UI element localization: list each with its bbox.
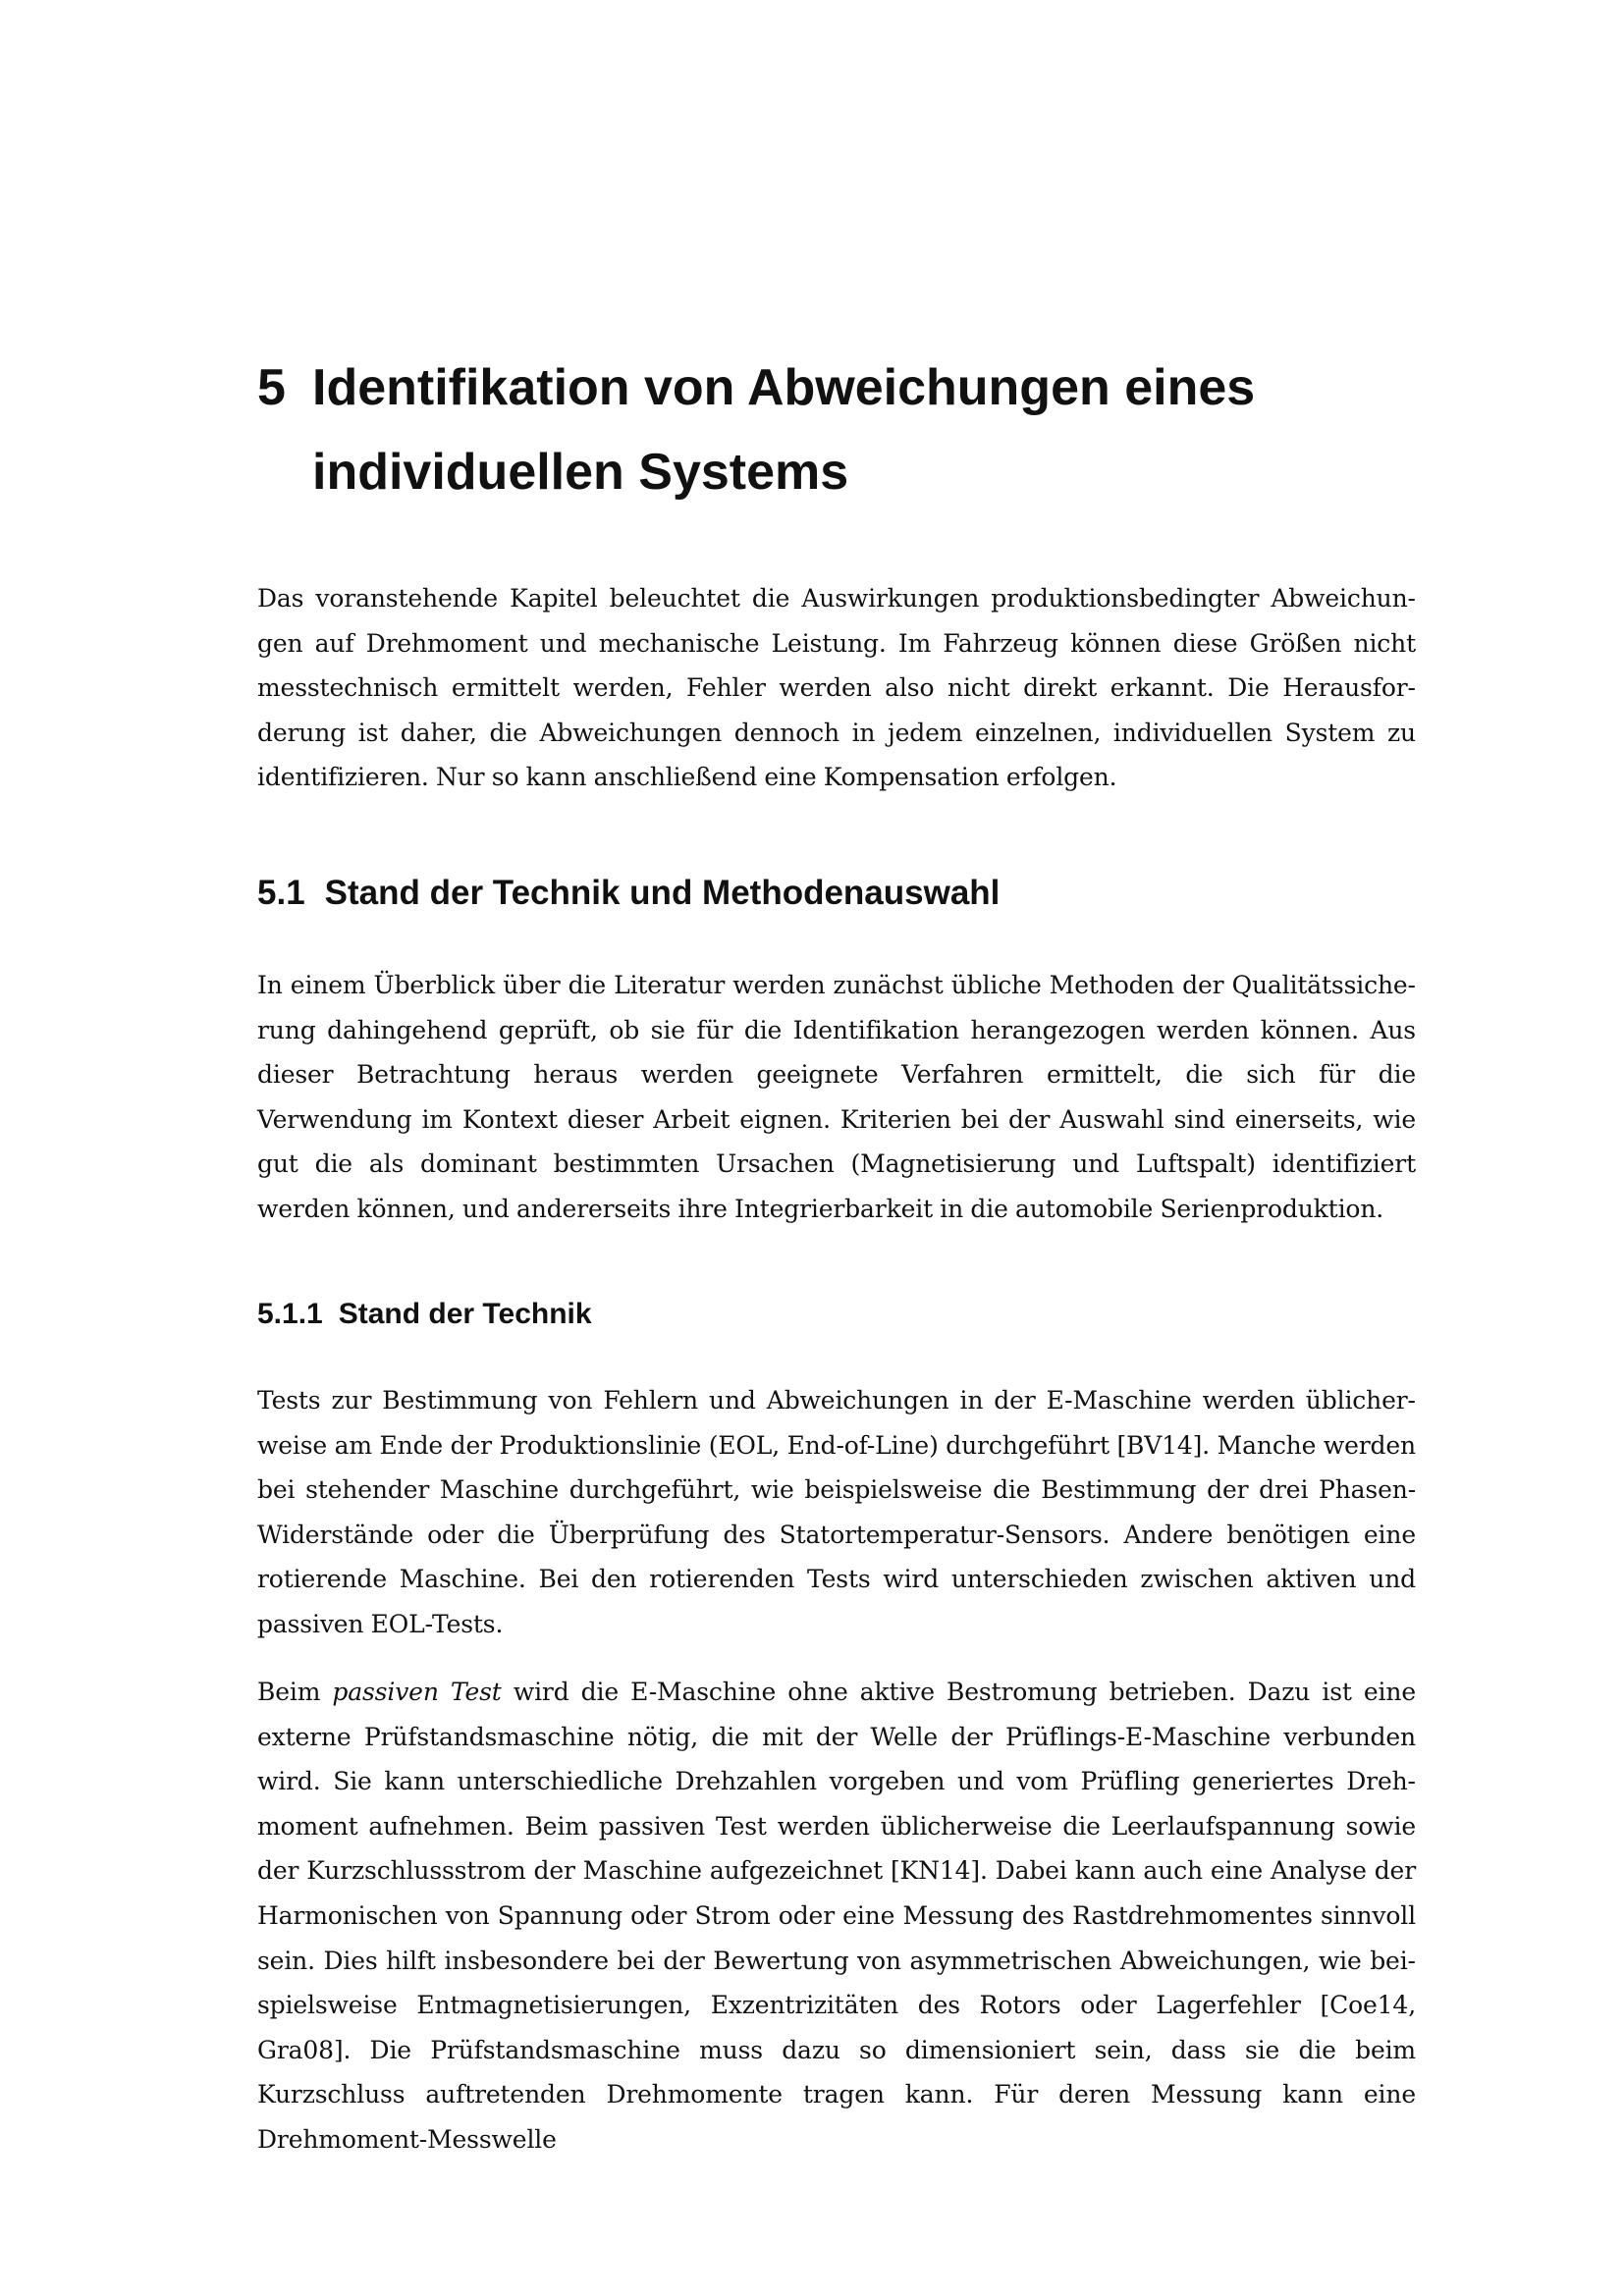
- subsection-title: Stand der Technik: [338, 1298, 592, 1330]
- chapter-number: 5: [257, 359, 286, 416]
- subsection-paragraph-2: [257, 1670, 1416, 2163]
- chapter-title: Identifikation von Abweichungen eines individuellen Systems: [312, 359, 1256, 501]
- section-number: 5.1: [257, 874, 305, 912]
- document-page: [257, 0, 1416, 2296]
- intro-paragraph: Das voranstehende Kapitel beleuchtet die Auswirkungen produktionsbedingter Abweichungen auf Drehmoment und mechanische Leistung. Im Fahrzeug können diese Größen nicht messtechnisch ermittelt werden, Fehler werden also nicht direkt erkannt. Die Herausforderung ist daher, die Abweichungen dennoch in jedem einzelnen, individuellen System zu identifizieren. Nur so kann anschließend eine Kompensation erfolgen.: [257, 584, 1416, 792]
- paragraph-2-prefix: Beim: [257, 1678, 333, 1706]
- section-heading-5-1: [257, 872, 1416, 915]
- section-title: Stand der Technik und Methodenauswahl: [324, 874, 1001, 912]
- chapter-heading: [257, 346, 1416, 514]
- subsection-number: 5.1.1: [257, 1298, 323, 1330]
- paragraph-2-body: wird die E-Maschine ohne aktive Bestromung betrieben. Dazu ist eine externe Prüfstandsmaschine nötig, die mit der Welle der Prüflings-E-Maschine verbunden wird. Sie kann unterschiedliche Drehzahlen vorgeben und vom Prüfling generiertes Drehmoment aufnehmen. Beim passiven Test werden üblicherweise die Leerlaufspannung sowie der Kurzschlussstrom der Maschine aufgezeichnet [KN14]. Dabei kann auch eine Analyse der Harmonischen von Spannung oder Strom oder eine Messung des Rastdrehmomentes sinnvoll sein. Dies hilft insbesondere bei der Bewertung von asymmetrischen Abweichungen, wie beispielsweise Entmagnetisierungen, Exzentrizitäten des Rotors oder Lagerfehler [Coe14, Gra08]. Die Prüfstandsmaschine muss dazu so dimensioniert sein, dass sie die beim Kurzschluss auftretenden Drehmomente tragen kann. Für deren Messung kann eine Drehmoment-Messwelle: [257, 1678, 1416, 2154]
- subsection-heading-5-1-1: [257, 1296, 1416, 1333]
- subsection-paragraph-1: Tests zur Bestimmung von Fehlern und Abweichungen in der E-Maschine werden üblicherweise am Ende der Produktionslinie (EOL, End-of-Line) durchgeführt [BV14]. Manche werden bei stehender Maschine durchgeführt, wie beispielsweise die Bestimmung der drei Phasen-Widerstände oder die Überprüfung des Statortemperatur-Sensors. Andere benötigen eine rotierende Maschine. Bei den rotierenden Tests wird unterschieden zwischen aktiven und passiven EOL-Tests.: [257, 1386, 1416, 1638]
- section-5-1-paragraph: In einem Überblick über die Literatur werden zunächst übliche Methoden der Qualitätssicherung dahingehend geprüft, ob sie für die Identifikation herangezogen werden können. Aus dieser Betrachtung heraus werden geeignete Verfahren ermittelt, die sich für die Verwendung im Kontext dieser Arbeit eignen. Kriterien bei der Auswahl sind einerseits, wie gut die als dominant bestimmten Ursachen (Magnetisierung und Luftspalt) identifiziert werden können, und andererseits ihre Integrierbarkeit in die automobile Serienproduktion.: [257, 971, 1416, 1223]
- emphasis-passive-test: passiven Test: [332, 1678, 502, 1706]
